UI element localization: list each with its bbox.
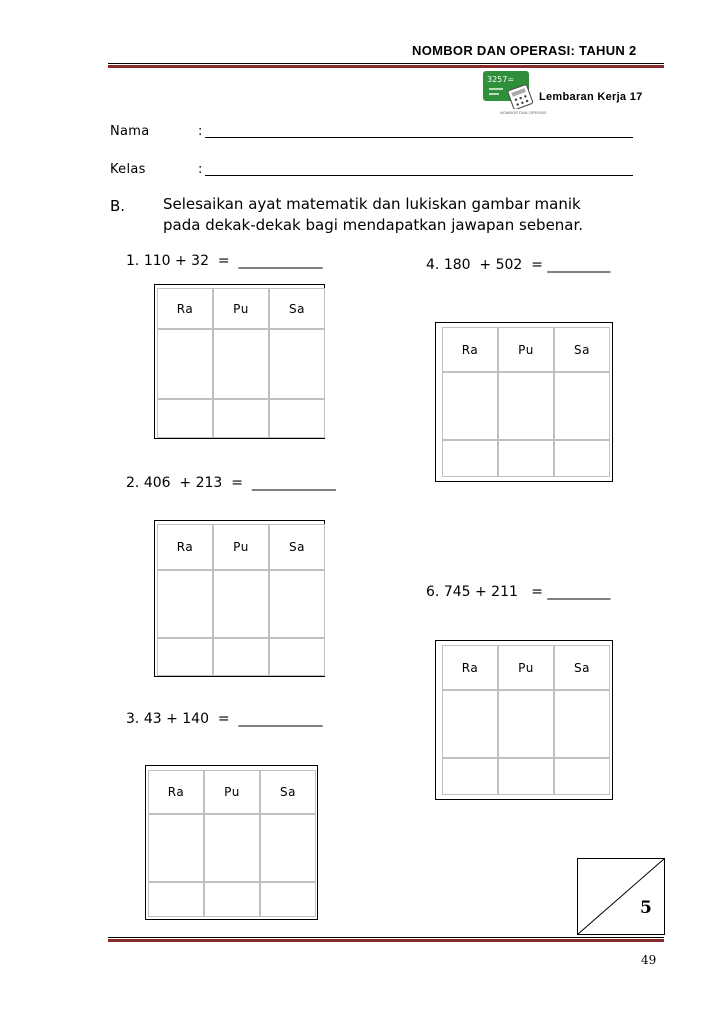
kelas-field[interactable] <box>205 162 633 176</box>
question-number: 2. <box>126 475 140 491</box>
ratus-base-cell[interactable] <box>442 440 498 477</box>
abacus-grid[interactable] <box>442 327 610 477</box>
question-number: 6. <box>426 584 440 600</box>
ratus-label: Ra <box>157 288 213 329</box>
ratus-label: Ra <box>442 327 498 372</box>
question-expression[interactable]: 180 + 502 = _________ <box>443 257 611 273</box>
puluh-rod-cell[interactable] <box>213 570 269 638</box>
puluh-base-cell[interactable] <box>213 638 269 676</box>
question-number: 3. <box>126 711 140 727</box>
abacus-grid[interactable] <box>157 288 325 438</box>
puluh-label: Pu <box>213 524 269 570</box>
sa-label: Sa <box>269 288 325 329</box>
ratus-base-cell[interactable] <box>442 758 498 795</box>
ratus-label: Ra <box>442 645 498 690</box>
sa-rod-cell[interactable] <box>554 690 610 758</box>
sa-base-cell[interactable] <box>554 440 610 477</box>
kelas-colon: : <box>198 162 203 177</box>
ratus-rod-cell[interactable] <box>442 690 498 758</box>
question-1 <box>126 253 323 269</box>
header-rule <box>108 63 664 68</box>
question-expression[interactable]: 43 + 140 = ____________ <box>143 711 323 727</box>
sa-label: Sa <box>260 770 316 814</box>
ratus-rod-cell[interactable] <box>442 372 498 440</box>
question-number: 1. <box>126 253 140 269</box>
kelas-label: Kelas <box>110 162 146 177</box>
sa-rod-cell[interactable] <box>260 814 316 882</box>
sa-base-cell[interactable] <box>269 399 325 438</box>
question-3 <box>126 711 323 727</box>
puluh-base-cell[interactable] <box>498 758 554 795</box>
question-4 <box>426 257 610 273</box>
ratus-base-cell[interactable] <box>157 399 213 438</box>
ratus-base-cell[interactable] <box>148 882 204 917</box>
sa-base-cell[interactable] <box>260 882 316 917</box>
question-expression[interactable]: 110 + 32 = ____________ <box>143 253 323 269</box>
instruction-line-1: Selesaikan ayat matematik dan lukiskan gambar manik <box>163 195 581 213</box>
puluh-rod-cell[interactable] <box>204 814 260 882</box>
question-2 <box>126 475 336 491</box>
puluh-base-cell[interactable] <box>204 882 260 917</box>
sa-base-cell[interactable] <box>554 758 610 795</box>
puluh-base-cell[interactable] <box>213 399 269 438</box>
logo-text: 3257= <box>487 75 515 84</box>
puluh-rod-cell[interactable] <box>213 329 269 399</box>
abacus-grid[interactable] <box>148 770 316 917</box>
question-expression[interactable]: 406 + 213 = ____________ <box>143 475 336 491</box>
nama-colon: : <box>198 124 203 139</box>
ratus-rod-cell[interactable] <box>157 570 213 638</box>
section-instructions <box>163 194 663 236</box>
puluh-rod-cell[interactable] <box>498 372 554 440</box>
puluh-label: Pu <box>498 327 554 372</box>
puluh-label: Pu <box>498 645 554 690</box>
abacus-grid[interactable] <box>442 645 610 795</box>
sa-rod-cell[interactable] <box>269 329 325 399</box>
question-6 <box>426 584 610 600</box>
sa-rod-cell[interactable] <box>269 570 325 638</box>
question-number: 4. <box>426 257 440 273</box>
header-title: NOMBOR DAN OPERASI: TAHUN 2 <box>412 43 637 58</box>
puluh-base-cell[interactable] <box>498 440 554 477</box>
sa-base-cell[interactable] <box>269 638 325 676</box>
nama-label: Nama <box>110 124 150 139</box>
ratus-rod-cell[interactable] <box>157 329 213 399</box>
ratus-label: Ra <box>157 524 213 570</box>
math-logo-icon <box>483 71 535 109</box>
worksheet-subtitle: Lembaran Kerja 17 <box>539 91 643 103</box>
logo-caption: NOMBOR DAN OPERASI <box>500 110 547 115</box>
footer-rule <box>108 937 664 942</box>
page-number: 49 <box>641 953 657 967</box>
ratus-base-cell[interactable] <box>157 638 213 676</box>
question-expression[interactable]: 745 + 211 = _________ <box>443 584 611 600</box>
puluh-rod-cell[interactable] <box>498 690 554 758</box>
puluh-label: Pu <box>204 770 260 814</box>
corner-number: 5 <box>640 898 652 918</box>
section-letter: B. <box>110 197 126 215</box>
nama-field[interactable] <box>205 124 633 138</box>
abacus-grid[interactable] <box>157 524 325 676</box>
sa-label: Sa <box>554 645 610 690</box>
corner-score-box <box>577 858 665 935</box>
instruction-line-2: pada dekak-dekak bagi mendapatkan jawapan sebenar. <box>163 216 584 234</box>
sa-label: Sa <box>269 524 325 570</box>
ratus-rod-cell[interactable] <box>148 814 204 882</box>
sa-label: Sa <box>554 327 610 372</box>
sa-rod-cell[interactable] <box>554 372 610 440</box>
ratus-label: Ra <box>148 770 204 814</box>
puluh-label: Pu <box>213 288 269 329</box>
